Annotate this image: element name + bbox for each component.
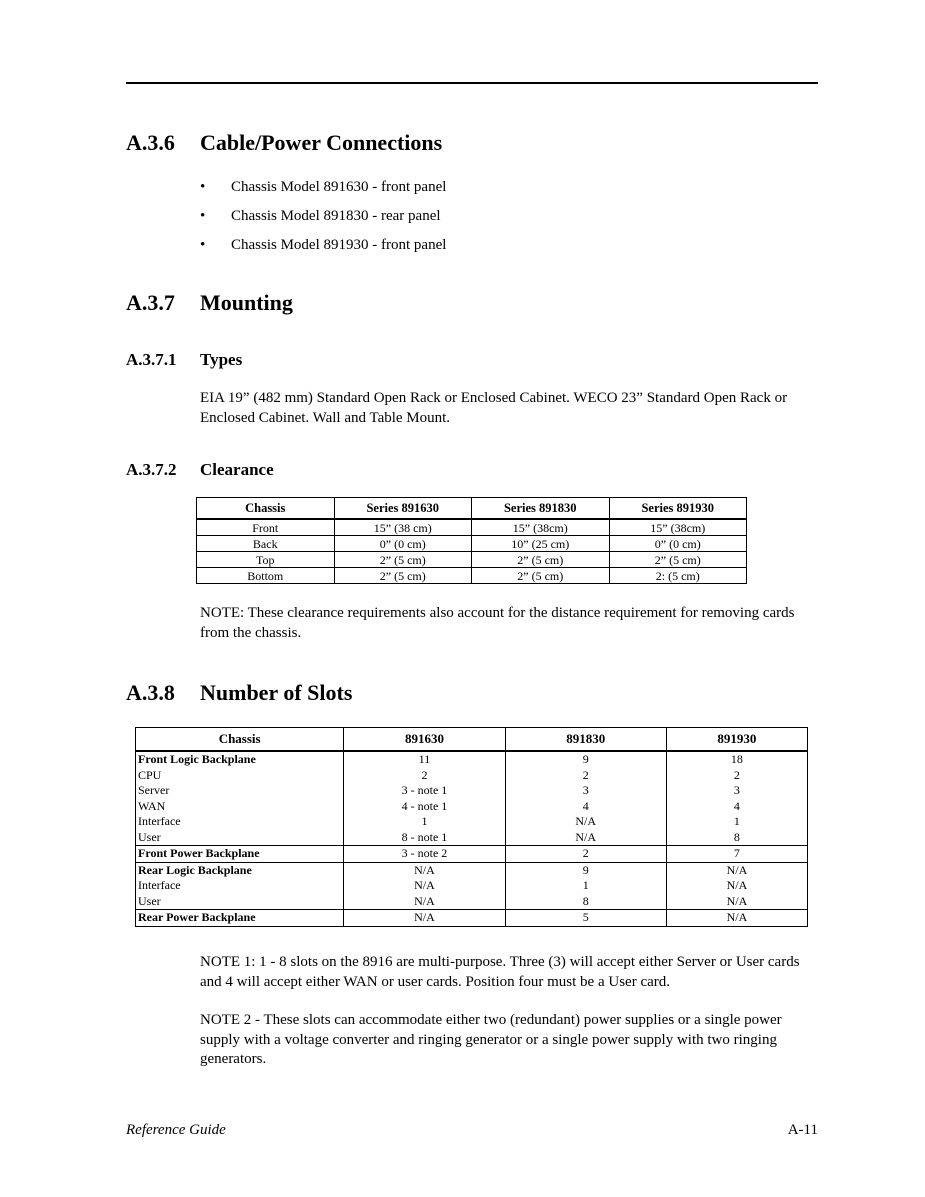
table-cell: 18 <box>666 751 807 768</box>
table-cell: 8 <box>666 830 807 846</box>
table-cell: Bottom <box>197 568 335 584</box>
table-cell: 8 - note 1 <box>344 830 505 846</box>
table-row <box>197 568 747 584</box>
bullet-icon: • <box>200 237 206 253</box>
section-title: Types <box>200 350 243 369</box>
table-row <box>136 799 808 815</box>
table-cell: N/A <box>505 830 666 846</box>
table-cell: User <box>136 830 344 846</box>
table-cell: Front <box>197 519 335 536</box>
table-row <box>136 878 808 894</box>
list-item: • Chassis Model 891930 - front panel <box>200 237 447 253</box>
table-cell: 2” (5 cm) <box>472 552 610 568</box>
table-cell: N/A <box>505 814 666 830</box>
table-cell: 3 <box>505 783 666 799</box>
bullet-icon: • <box>200 208 206 224</box>
table-cell: N/A <box>666 894 807 910</box>
types-paragraph: EIA 19” (482 mm) Standard Open Rack or Enclosed Cabinet. WECO 23” Standard Open Rack or Enclosed Cabinet. Wall and Table Mount. <box>200 390 788 426</box>
subsection-heading-types <box>126 350 242 370</box>
table-row <box>197 536 747 552</box>
section-number: A.3.8 <box>126 680 175 705</box>
section-heading-mounting <box>126 290 293 316</box>
table-row <box>136 830 808 846</box>
table-cell: Rear Power Backplane <box>136 910 344 927</box>
clearance-table <box>196 497 747 584</box>
table-cell: 11 <box>344 751 505 768</box>
table-cell: 1 <box>505 878 666 894</box>
table-cell: 4 <box>666 799 807 815</box>
table-cell: Back <box>197 536 335 552</box>
table-cell: 4 <box>505 799 666 815</box>
section-number: A.3.7 <box>126 290 175 315</box>
table-row <box>197 519 747 536</box>
table-row <box>136 846 808 863</box>
table-cell: 1 <box>666 814 807 830</box>
table-header-row <box>136 728 808 752</box>
table-cell: 4 - note 1 <box>344 799 505 815</box>
table-cell: 0” (0 cm) <box>609 536 747 552</box>
bullet-icon: • <box>200 179 206 195</box>
column-header: Series 891930 <box>609 498 747 520</box>
table-cell: 9 <box>505 751 666 768</box>
table-cell: 15” (38cm) <box>472 519 610 536</box>
table-cell: 15” (38 cm) <box>334 519 472 536</box>
table-cell: 1 <box>344 814 505 830</box>
table-cell: 7 <box>666 846 807 863</box>
table-cell: CPU <box>136 768 344 784</box>
table-cell: 2 <box>505 768 666 784</box>
table-cell: N/A <box>344 894 505 910</box>
footer-page-number: A-11 <box>787 1122 818 1138</box>
slots-table <box>135 727 808 927</box>
table-cell: 2 <box>666 768 807 784</box>
table-cell: 3 <box>666 783 807 799</box>
table-cell: 2” (5 cm) <box>334 568 472 584</box>
table-row <box>136 862 808 878</box>
table-cell: 2” (5 cm) <box>334 552 472 568</box>
slots-note-2: NOTE 2 - These slots can accommodate either two (redundant) power supplies or a single power supply with a voltage converter and ringing generator or a single power supply with two ringing generators. <box>200 1012 782 1067</box>
table-cell: WAN <box>136 799 344 815</box>
subsection-heading-clearance <box>126 460 274 480</box>
table-cell: Rear Logic Backplane <box>136 862 344 878</box>
table-cell: 9 <box>505 862 666 878</box>
table-cell: N/A <box>666 878 807 894</box>
table-cell: 2: (5 cm) <box>609 568 747 584</box>
table-cell: Server <box>136 783 344 799</box>
table-cell: 0” (0 cm) <box>334 536 472 552</box>
table-cell: Interface <box>136 814 344 830</box>
table-row <box>136 768 808 784</box>
header-rule <box>126 82 818 84</box>
column-header: 891630 <box>344 728 505 752</box>
table-cell: 10” (25 cm) <box>472 536 610 552</box>
table-row <box>136 910 808 927</box>
section-number: A.3.6 <box>126 130 175 155</box>
table-cell: 3 - note 2 <box>344 846 505 863</box>
cable-connection-list <box>200 177 446 264</box>
table-cell: 2 <box>344 768 505 784</box>
table-cell: 8 <box>505 894 666 910</box>
footer-document-title: Reference Guide <box>126 1122 226 1138</box>
section-number: A.3.7.1 <box>126 350 177 369</box>
table-cell: N/A <box>666 910 807 927</box>
table-cell: Front Logic Backplane <box>136 751 344 768</box>
table-cell: N/A <box>666 862 807 878</box>
column-header: Chassis <box>136 728 344 752</box>
table-cell: User <box>136 894 344 910</box>
section-title: Mounting <box>200 290 293 315</box>
list-item: • Chassis Model 891830 - rear panel <box>200 208 441 224</box>
table-cell: Interface <box>136 878 344 894</box>
clearance-note: NOTE: These clearance requirements also account for the distance requirement for removing cards from the chassis. <box>200 605 795 641</box>
table-cell: 2 <box>505 846 666 863</box>
table-cell: N/A <box>344 862 505 878</box>
table-cell: N/A <box>344 910 505 927</box>
column-header: 891830 <box>505 728 666 752</box>
table-cell: Front Power Backplane <box>136 846 344 863</box>
table-row <box>197 552 747 568</box>
table-cell: 5 <box>505 910 666 927</box>
table-cell: N/A <box>344 878 505 894</box>
table-cell: 2” (5 cm) <box>609 552 747 568</box>
section-title: Clearance <box>200 460 274 479</box>
column-header: 891930 <box>666 728 807 752</box>
table-header-row <box>197 498 747 520</box>
column-header: Series 891830 <box>472 498 610 520</box>
section-title: Number of Slots <box>200 680 353 705</box>
table-cell: 3 - note 1 <box>344 783 505 799</box>
section-number: A.3.7.2 <box>126 460 177 479</box>
section-heading-number-of-slots <box>126 680 352 706</box>
column-header: Chassis <box>197 498 335 520</box>
table-cell: 2” (5 cm) <box>472 568 610 584</box>
column-header: Series 891630 <box>334 498 472 520</box>
table-row <box>136 751 808 768</box>
table-cell: Top <box>197 552 335 568</box>
list-item: • Chassis Model 891630 - front panel <box>200 179 447 195</box>
table-row <box>136 814 808 830</box>
table-row <box>136 894 808 910</box>
section-title: Cable/Power Connections <box>200 130 443 155</box>
section-heading-cable-power <box>126 130 442 156</box>
table-row <box>136 783 808 799</box>
table-cell: 15” (38cm) <box>609 519 747 536</box>
slots-note-1: NOTE 1: 1 - 8 slots on the 8916 are multi-purpose. Three (3) will accept either Server or User cards and 4 will accept either WAN or user cards. Position four must be a User card. <box>200 954 800 990</box>
